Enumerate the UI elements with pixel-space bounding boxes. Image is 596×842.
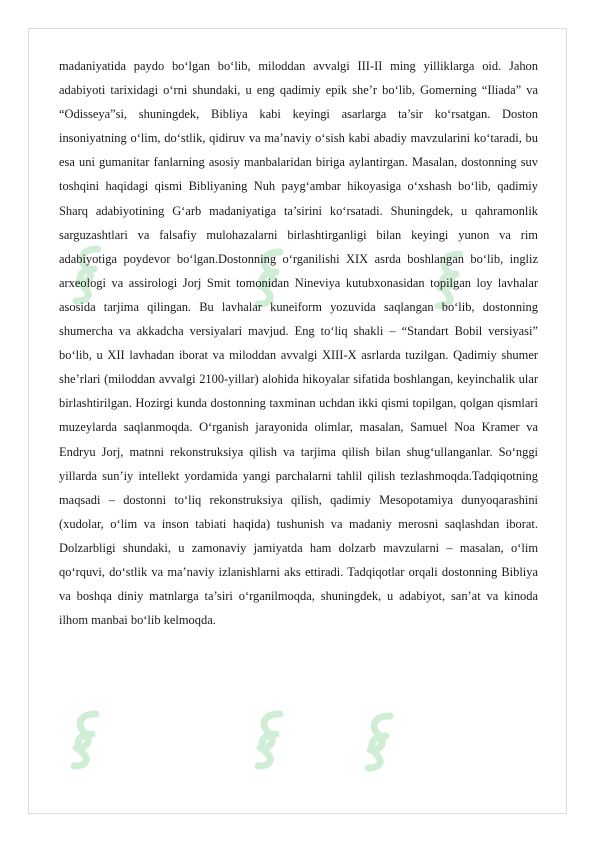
watermark-logo-icon (66, 710, 106, 770)
watermark-logo-icon (250, 710, 290, 770)
body-paragraph: madaniyatida paydo bo‘lgan bo‘lib, miloddan avvalgi III-II ming yilliklarga oid. Jahon adabiyoti tarixidagi o‘rni shundaki, u eng qadimiy epik she’r bo‘lib, Gomerning “Iliada” va “Odisseya”si, shuningdek, Bibliya kabi keyingi asarlarga ta’sir ko‘rsatgan. Doston insoniyatning o‘lim, do‘stlik, qidiruv va ma’naviy o‘sish kabi abadiy mavzularini ko‘taradi, bu esa uni gumanitar fanlarning asosiy manbalaridan biriga aylantirgan. Masalan, dostonning suv toshqini haqidagi qismi Bibliyaning Nuh payg‘ambar hikoyasiga o‘xshash bo‘lib, qadimiy Sharq adabiyotining G‘arb madaniyatiga ta’sirini ko‘rsatadi. Shuningdek, u qahramonlik sarguzashtlari va falsafiy mulohazalarni birlashtirganligi bilan keyingi yunon va rim adabiyotiga poydevor bo‘lgan.Dostonning o‘rganilishi XIX asrda boshlangan bo‘lib, ingliz arxeologi va assirologi Jorj Smit tomonidan Nineviya kutubxonasidan topilgan loy lavhalar asosida tarjima qilingan. Bu lavhalar kuneiform yozuvida saqlangan bo‘lib, dostonning shumercha va akkadcha versiyalari mavjud. Eng to‘liq shakli – “Standart Bobil versiyasi” bo‘lib, u XII lavhadan iborat va miloddan avvalgi XIII-X asrlarda tuzilgan. Qadimiy shumer she’rlari (miloddan avvalgi 2100-yillar) alohida hikoyalar sifatida boshlangan, keyinchalik ular birlashtirilgan. Hozirgi kunda dostonning taxminan uchdan ikki qismi topilgan, qolgan qismlari muzeylarda saqlanmoqda. O‘rganish jarayonida olimlar, masalan, Samuel Noa Kramer va Endryu Jorj, matnni rekonstruksiya qilish va tarjima qilish bilan shug‘ullanganlar. So‘nggi yillarda sun’iy intellekt yordamida yangi parchalarni tahlil qilish tezlashmoqda.Tadqiqotning maqsadi – dostonni to‘liq rekonstruksiya qilish, qadimiy Mesopotamiya dunyoqarashini (xudolar, o‘lim va inson tabiati haqida) tushunish va madaniy merosni saqlashdan iborat. Dolzarbligi shundaki, u zamonaviy jamiyatda ham dolzarb mavzularni – masalan, o‘lim qo‘rquvi, do‘stlik va ma’naviy izlanishlarni aks ettiradi. Tadqiqotlar orqali dostonning Bibliya va boshqa diniy matnlarga ta’siri o‘rganilmoqda, shuningdek, u adabiyot, san’at va kinoda ilhom manbai bo‘lib kelmoqda. (59, 59, 538, 628)
watermark-logo-icon (360, 712, 400, 772)
